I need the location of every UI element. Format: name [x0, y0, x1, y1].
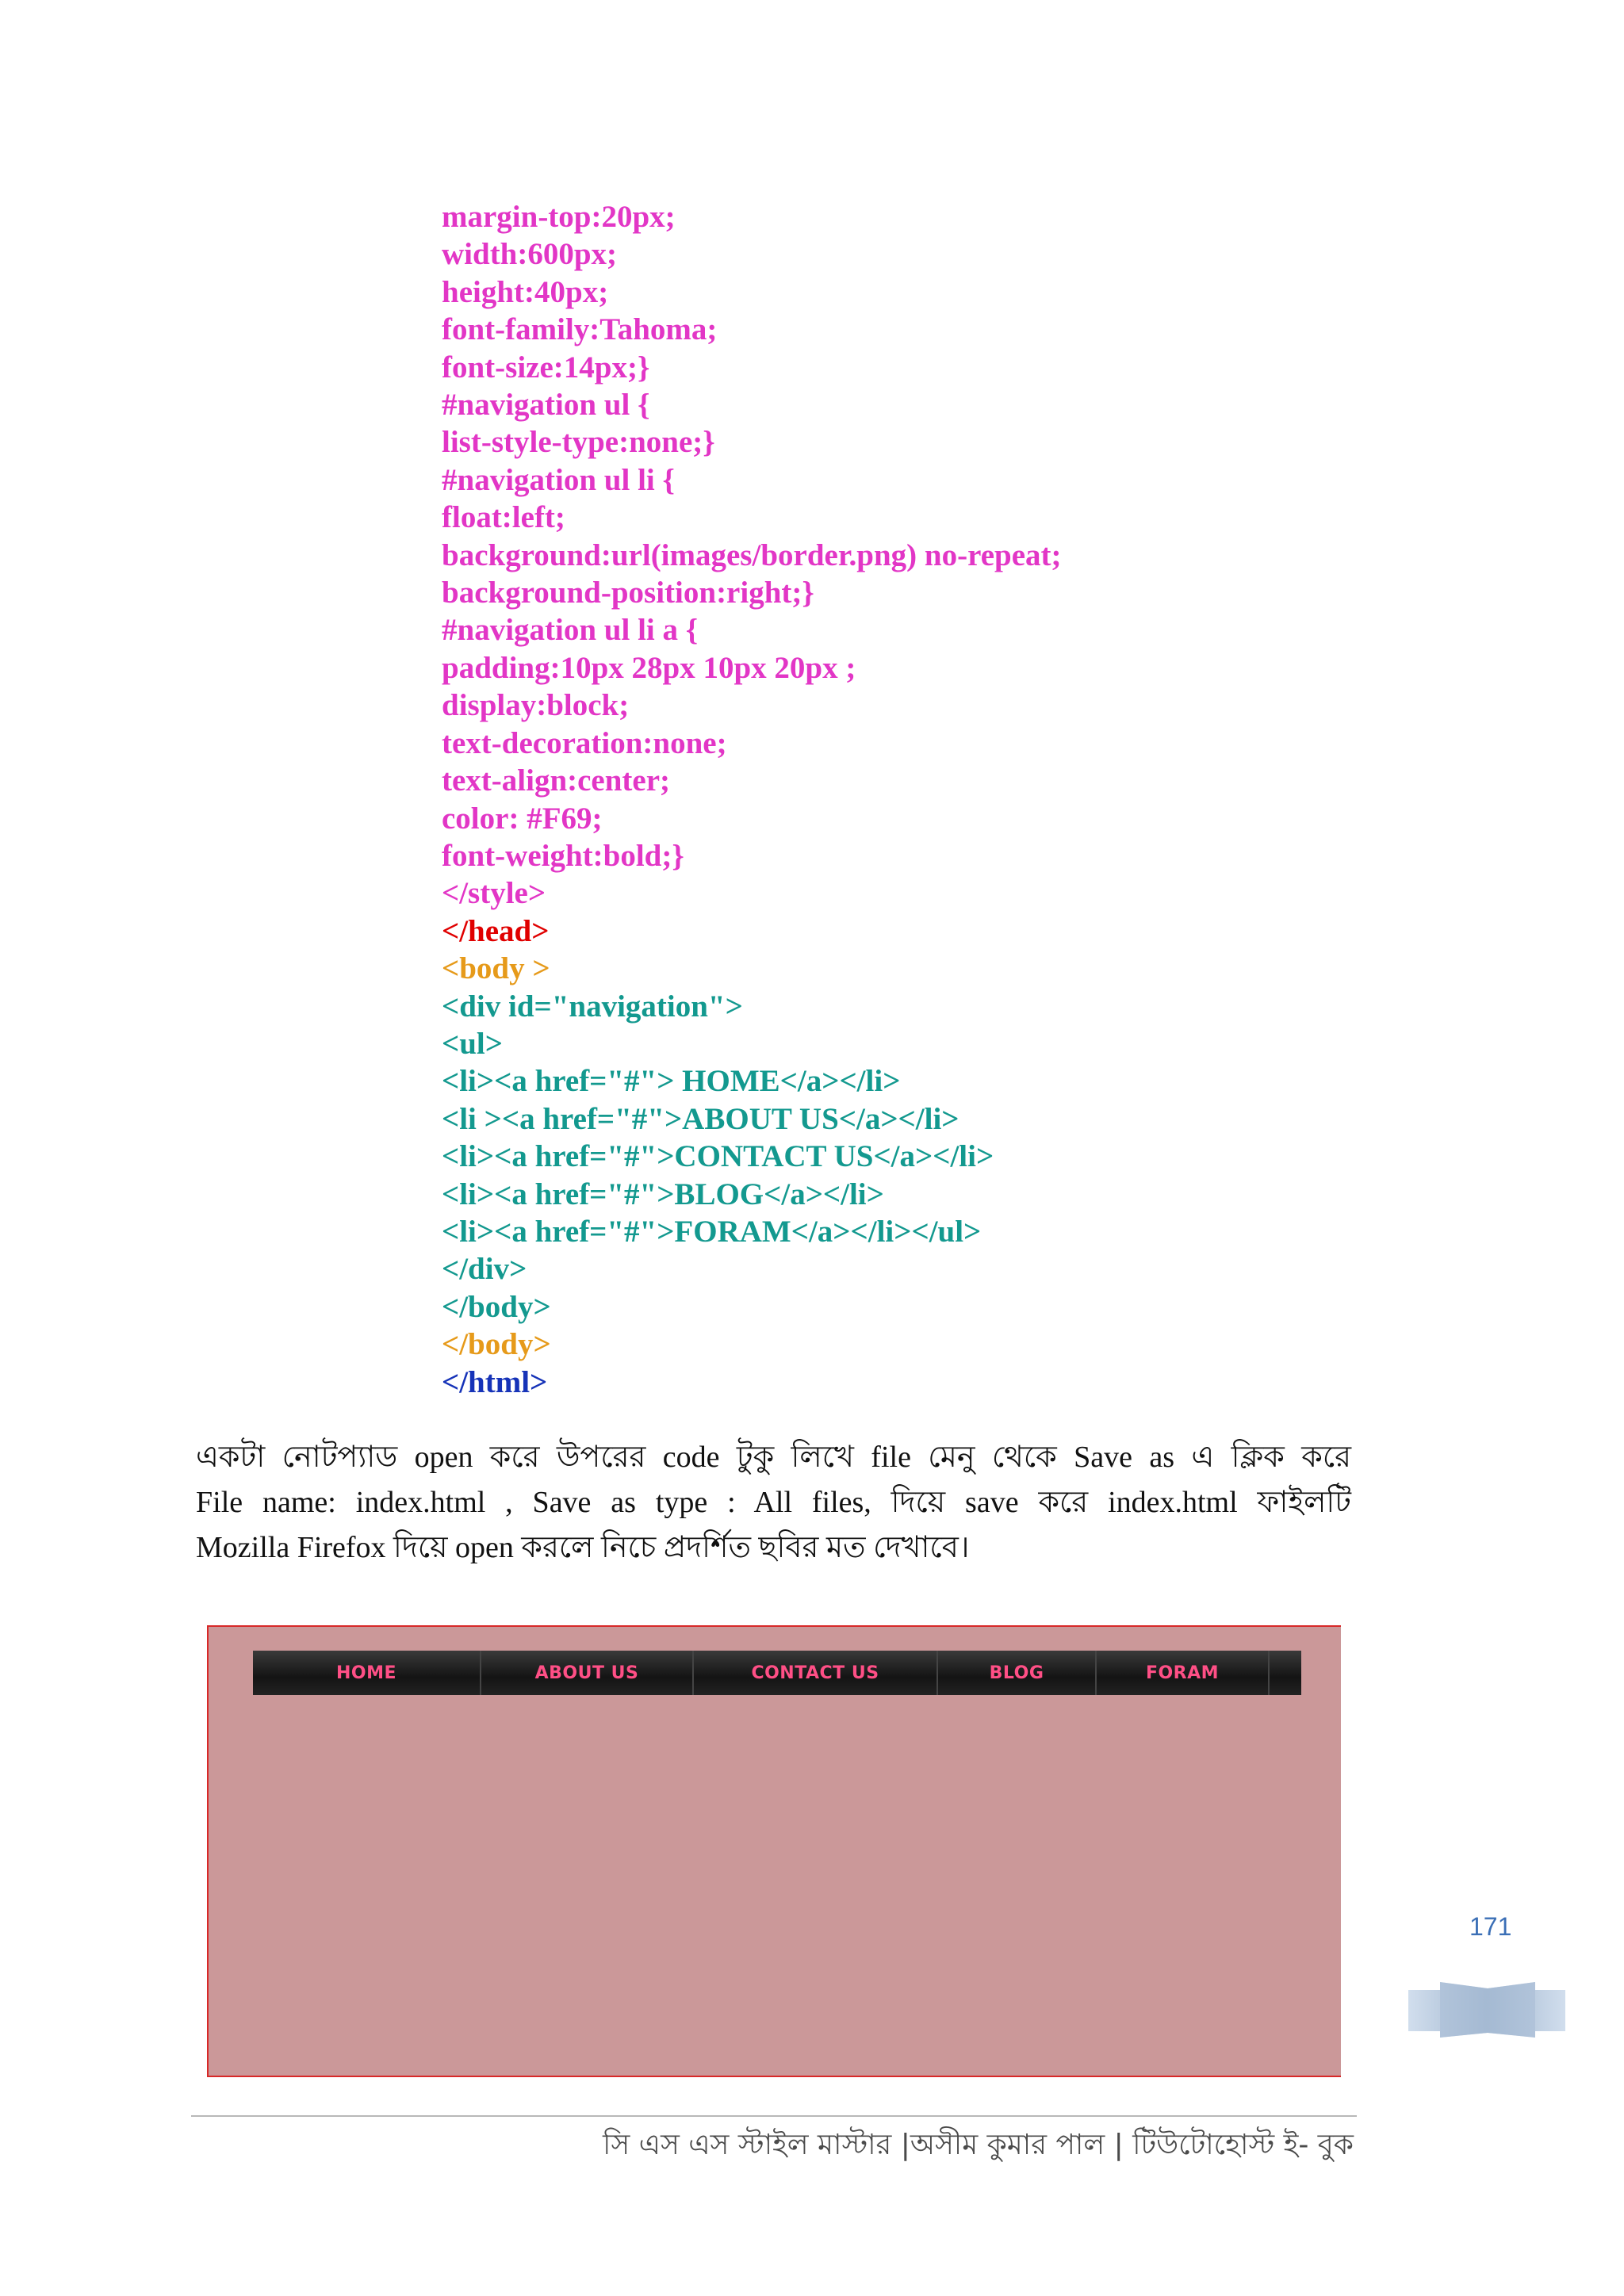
footer-text: সি এস এস স্টাইল মাস্টার |অসীম কুমার পাল | টিউটোহোস্ট ই- বুক [603, 2129, 1354, 2161]
code-line: <li ><a href="#">ABOUT US</a></li> [442, 1101, 959, 1136]
code-line: </head> [442, 913, 550, 948]
code-line: font-weight:bold;} [442, 838, 684, 873]
code-line: background:url(images/border.png) no-repeat; [442, 538, 1062, 572]
code-line: <li><a href="#">CONTACT US</a></li> [442, 1139, 994, 1174]
code-line: font-size:14px;} [442, 350, 650, 385]
code-line: </body> [442, 1289, 551, 1324]
navigation-bar [253, 1651, 1301, 1695]
code-line: width:600px; [442, 237, 618, 272]
nav-item-foram[interactable]: FORAM [1097, 1651, 1270, 1695]
paragraph-line-3: Mozilla Firefox দিয়ে open করলে নিচে প্রদর্শিত ছবির মত দেখাবে। [196, 1531, 970, 1564]
paragraph-line-2: File name: index.html , Save as type : All files, দিয়ে save করে index.html ফাইলটি [196, 1486, 1351, 1519]
code-line: display:block; [442, 688, 630, 723]
browser-preview-screenshot [207, 1625, 1341, 2077]
page-tab-decoration [1408, 1980, 1565, 2039]
code-line: font-family:Tahoma; [442, 312, 718, 347]
code-line: color: #F69; [442, 801, 603, 836]
code-line: text-decoration:none; [442, 725, 727, 760]
code-listing [442, 198, 1062, 1401]
footer-divider [191, 2115, 1357, 2117]
code-line: <div id="navigation"> [442, 989, 743, 1024]
code-line: padding:10px 28px 10px 20px ; [442, 650, 856, 685]
code-line: <li><a href="#">BLOG</a></li> [442, 1177, 884, 1211]
code-line: </style> [442, 876, 546, 911]
nav-item-about-us[interactable]: ABOUT US [481, 1651, 694, 1695]
code-line: list-style-type:none;} [442, 425, 715, 460]
code-line: #navigation ul li a { [442, 613, 699, 648]
code-line: margin-top:20px; [442, 200, 676, 234]
nav-item-blog[interactable]: BLOG [938, 1651, 1097, 1695]
code-line: height:40px; [442, 274, 609, 309]
code-line: <body > [442, 951, 550, 986]
code-line: <ul> [442, 1026, 503, 1061]
code-line: #navigation ul li { [442, 462, 675, 497]
code-line: #navigation ul { [442, 388, 650, 423]
code-line: <li><a href="#">FORAM</a></li></ul> [442, 1214, 982, 1249]
nav-item-contact-us[interactable]: CONTACT US [694, 1651, 938, 1695]
code-line: </div> [442, 1252, 527, 1287]
instruction-paragraph [196, 1435, 1351, 1571]
code-line: </body> [442, 1327, 551, 1362]
page-number: 171 [1469, 1912, 1512, 1941]
paragraph-line-1: একটা নোটপ্যাড open করে উপরের code টুকু লিখে file মেনু থেকে Save as এ ক্লিক করে [196, 1441, 1351, 1474]
nav-item-home[interactable]: HOME [253, 1651, 481, 1695]
code-line: <li><a href="#"> HOME</a></li> [442, 1064, 901, 1099]
nav-bar-end [1270, 1651, 1301, 1695]
code-line: float:left; [442, 500, 565, 535]
code-line: background-position:right;} [442, 576, 814, 610]
code-line: text-align:center; [442, 763, 671, 798]
code-line: </html> [442, 1364, 548, 1399]
